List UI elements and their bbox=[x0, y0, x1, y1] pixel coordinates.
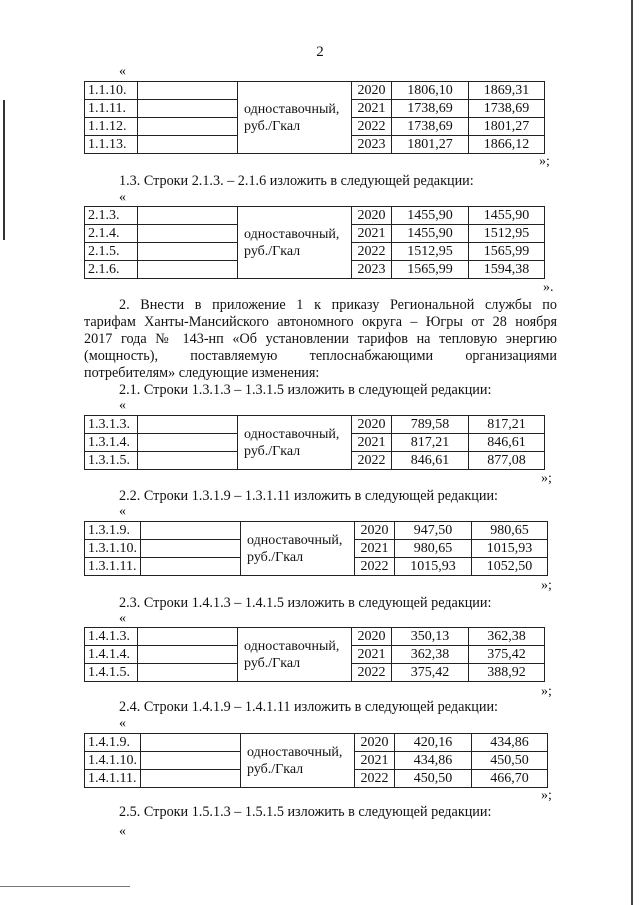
open-quote: « bbox=[119, 64, 126, 79]
tariff-h1-cell: 846,61 bbox=[392, 452, 469, 470]
row-code-cell: 1.3.1.4. bbox=[85, 434, 138, 452]
year-cell: 2022 bbox=[352, 118, 392, 136]
row-code-cell: 2.1.5. bbox=[85, 243, 138, 261]
year-cell: 2020 bbox=[355, 734, 395, 752]
page-number: 2 bbox=[316, 44, 324, 60]
paragraph-2-line-4: (мощность), поставляемую теплоснабжающими организациями bbox=[84, 348, 557, 364]
year-cell: 2023 bbox=[352, 261, 392, 279]
year-cell: 2022 bbox=[352, 664, 392, 682]
unit-label-line-2: руб./Гкал bbox=[247, 761, 304, 777]
empty-cell bbox=[138, 243, 238, 261]
row-code-cell: 1.4.1.5. bbox=[85, 664, 138, 682]
close-quote: »; bbox=[541, 684, 552, 699]
unit-cell bbox=[241, 734, 355, 788]
open-quote: « bbox=[119, 824, 126, 839]
tariff-h2-cell: 1052,50 bbox=[472, 558, 548, 576]
row-code-cell: 2.1.3. bbox=[85, 207, 138, 225]
row-code-cell: 1.1.13. bbox=[85, 136, 138, 154]
tariff-h1-cell: 1015,93 bbox=[395, 558, 472, 576]
paragraph-2-1: 2.1. Строки 1.3.1.3 – 1.3.1.5 изложить в следующей редакции: bbox=[119, 382, 492, 398]
tariff-table-4 bbox=[84, 521, 548, 576]
tariff-h2-cell: 1866,12 bbox=[469, 136, 545, 154]
unit-label-line-2: руб./Гкал bbox=[244, 443, 301, 459]
paragraph-2-line-5: потребителям» следующие изменения: bbox=[84, 365, 320, 381]
unit-cell bbox=[238, 628, 352, 682]
tariff-h1-cell: 1806,10 bbox=[392, 82, 469, 100]
year-cell: 2020 bbox=[352, 416, 392, 434]
tariff-h2-cell: 1015,93 bbox=[472, 540, 548, 558]
year-cell: 2020 bbox=[352, 82, 392, 100]
unit-label-line-1: одноставочный, bbox=[244, 638, 340, 654]
unit-cell bbox=[238, 416, 352, 470]
row-code-cell: 1.3.1.3. bbox=[85, 416, 138, 434]
year-cell: 2022 bbox=[355, 558, 395, 576]
row-code-cell: 1.3.1.5. bbox=[85, 452, 138, 470]
open-quote: « bbox=[119, 190, 126, 205]
year-cell: 2021 bbox=[352, 434, 392, 452]
tariff-h1-cell: 1565,99 bbox=[392, 261, 469, 279]
empty-cell bbox=[138, 452, 238, 470]
empty-cell bbox=[138, 628, 238, 646]
year-cell: 2022 bbox=[352, 452, 392, 470]
paragraph-2-3: 2.3. Строки 1.4.1.3 – 1.4.1.5 изложить в следующей редакции: bbox=[119, 595, 492, 611]
year-cell: 2021 bbox=[355, 540, 395, 558]
unit-label-line-1: одноставочный, bbox=[247, 532, 343, 548]
row-code-cell: 2.1.6. bbox=[85, 261, 138, 279]
empty-cell bbox=[138, 82, 238, 100]
row-code-cell: 1.1.12. bbox=[85, 118, 138, 136]
tariff-h2-cell: 846,61 bbox=[469, 434, 545, 452]
table-row bbox=[85, 522, 548, 540]
tariff-h1-cell: 1738,69 bbox=[392, 118, 469, 136]
paragraph-1-3: 1.3. Строки 2.1.3. – 2.1.6 изложить в следующей редакции: bbox=[119, 173, 474, 189]
empty-cell bbox=[138, 225, 238, 243]
row-code-cell: 2.1.4. bbox=[85, 225, 138, 243]
open-quote: « bbox=[119, 504, 126, 519]
close-quote: »; bbox=[541, 788, 552, 803]
unit-label-line-1: одноставочный, bbox=[244, 426, 340, 442]
year-cell: 2020 bbox=[352, 628, 392, 646]
unit-label-line-2: руб./Гкал bbox=[244, 118, 301, 134]
year-cell: 2023 bbox=[352, 136, 392, 154]
tariff-h1-cell: 420,16 bbox=[395, 734, 472, 752]
tariff-h1-cell: 980,65 bbox=[395, 540, 472, 558]
empty-cell bbox=[141, 522, 241, 540]
row-code-cell: 1.4.1.3. bbox=[85, 628, 138, 646]
row-code-cell: 1.4.1.11. bbox=[85, 770, 141, 788]
paragraph-2-line-3: 2017 года № 143-нп «Об установлении тарифов на тепловую энергию bbox=[84, 331, 557, 347]
tariff-h2-cell: 1565,99 bbox=[469, 243, 545, 261]
tariff-h1-cell: 1455,90 bbox=[392, 207, 469, 225]
tariff-h2-cell: 1738,69 bbox=[469, 100, 545, 118]
year-cell: 2021 bbox=[352, 225, 392, 243]
tariff-h1-cell: 817,21 bbox=[392, 434, 469, 452]
close-quote: ». bbox=[543, 280, 554, 295]
tariff-h2-cell: 375,42 bbox=[469, 646, 545, 664]
paragraph-2-5: 2.5. Строки 1.5.1.3 – 1.5.1.5 изложить в следующей редакции: bbox=[119, 804, 492, 820]
year-cell: 2022 bbox=[355, 770, 395, 788]
year-cell: 2021 bbox=[355, 752, 395, 770]
tariff-h2-cell: 434,86 bbox=[472, 734, 548, 752]
table-row bbox=[85, 82, 545, 100]
empty-cell bbox=[138, 416, 238, 434]
close-quote: »; bbox=[539, 154, 550, 169]
tariff-h2-cell: 817,21 bbox=[469, 416, 545, 434]
tariff-table-3 bbox=[84, 415, 545, 470]
unit-label-line-1: одноставочный, bbox=[244, 226, 340, 242]
row-code-cell: 1.4.1.10. bbox=[85, 752, 141, 770]
close-quote: »; bbox=[541, 578, 552, 593]
tariff-h1-cell: 350,13 bbox=[392, 628, 469, 646]
paragraph-2-line-2: тарифам Ханты-Мансийского автономного округа – Югры от 28 ноября bbox=[84, 314, 557, 330]
scan-margin-mark bbox=[3, 100, 5, 240]
tariff-table-6 bbox=[84, 733, 548, 788]
empty-cell bbox=[138, 664, 238, 682]
open-quote: « bbox=[119, 716, 126, 731]
tariff-h2-cell: 388,92 bbox=[469, 664, 545, 682]
table-row bbox=[85, 416, 545, 434]
year-cell: 2022 bbox=[352, 243, 392, 261]
paragraph-2-4: 2.4. Строки 1.4.1.9 – 1.4.1.11 изложить в следующей редакции: bbox=[119, 699, 498, 715]
empty-cell bbox=[138, 646, 238, 664]
tariff-h1-cell: 947,50 bbox=[395, 522, 472, 540]
tariff-h2-cell: 877,08 bbox=[469, 452, 545, 470]
tariff-h1-cell: 1512,95 bbox=[392, 243, 469, 261]
open-quote: « bbox=[119, 611, 126, 626]
tariff-h2-cell: 1455,90 bbox=[469, 207, 545, 225]
paragraph-2-2: 2.2. Строки 1.3.1.9 – 1.3.1.11 изложить в следующей редакции: bbox=[119, 488, 498, 504]
tariff-h2-cell: 1594,38 bbox=[469, 261, 545, 279]
tariff-h1-cell: 434,86 bbox=[395, 752, 472, 770]
scan-edge-line bbox=[631, 0, 633, 905]
tariff-h2-cell: 362,38 bbox=[469, 628, 545, 646]
year-cell: 2020 bbox=[355, 522, 395, 540]
tariff-h2-cell: 1869,31 bbox=[469, 82, 545, 100]
unit-label-line-2: руб./Гкал bbox=[247, 549, 304, 565]
tariff-h2-cell: 980,65 bbox=[472, 522, 548, 540]
tariff-h1-cell: 362,38 bbox=[392, 646, 469, 664]
year-cell: 2021 bbox=[352, 646, 392, 664]
empty-cell bbox=[138, 118, 238, 136]
tariff-table-1 bbox=[84, 81, 545, 154]
unit-cell bbox=[241, 522, 355, 576]
close-quote: »; bbox=[541, 471, 552, 486]
tariff-h1-cell: 1801,27 bbox=[392, 136, 469, 154]
empty-cell bbox=[141, 752, 241, 770]
year-cell: 2021 bbox=[352, 100, 392, 118]
empty-cell bbox=[141, 770, 241, 788]
empty-cell bbox=[138, 136, 238, 154]
row-code-cell: 1.1.11. bbox=[85, 100, 138, 118]
paragraph-2-line-1: 2. Внести в приложение 1 к приказу Региональной службы по bbox=[119, 297, 557, 313]
unit-cell bbox=[238, 207, 352, 279]
row-code-cell: 1.1.10. bbox=[85, 82, 138, 100]
table-row bbox=[85, 628, 545, 646]
tariff-h2-cell: 466,70 bbox=[472, 770, 548, 788]
row-code-cell: 1.4.1.9. bbox=[85, 734, 141, 752]
tariff-h2-cell: 1801,27 bbox=[469, 118, 545, 136]
empty-cell bbox=[141, 734, 241, 752]
unit-cell bbox=[238, 82, 352, 154]
empty-cell bbox=[141, 558, 241, 576]
tariff-h1-cell: 1738,69 bbox=[392, 100, 469, 118]
unit-label-line-2: руб./Гкал bbox=[244, 243, 301, 259]
table-row bbox=[85, 734, 548, 752]
year-cell: 2020 bbox=[352, 207, 392, 225]
tariff-h1-cell: 789,58 bbox=[392, 416, 469, 434]
tariff-h1-cell: 1455,90 bbox=[392, 225, 469, 243]
empty-cell bbox=[138, 261, 238, 279]
unit-label-line-1: одноставочный, bbox=[247, 744, 343, 760]
tariff-table-2 bbox=[84, 206, 545, 279]
tariff-h1-cell: 375,42 bbox=[392, 664, 469, 682]
row-code-cell: 1.3.1.11. bbox=[85, 558, 141, 576]
table-row bbox=[85, 207, 545, 225]
row-code-cell: 1.3.1.10. bbox=[85, 540, 141, 558]
open-quote: « bbox=[119, 398, 126, 413]
empty-cell bbox=[138, 100, 238, 118]
tariff-table-5 bbox=[84, 627, 545, 682]
row-code-cell: 1.3.1.9. bbox=[85, 522, 141, 540]
unit-label-line-2: руб./Гкал bbox=[244, 655, 301, 671]
empty-cell bbox=[138, 207, 238, 225]
empty-cell bbox=[138, 434, 238, 452]
tariff-h1-cell: 450,50 bbox=[395, 770, 472, 788]
tariff-h2-cell: 450,50 bbox=[472, 752, 548, 770]
unit-label-line-1: одноставочный, bbox=[244, 101, 340, 117]
row-code-cell: 1.4.1.4. bbox=[85, 646, 138, 664]
empty-cell bbox=[141, 540, 241, 558]
scan-footer-line bbox=[0, 886, 130, 887]
tariff-h2-cell: 1512,95 bbox=[469, 225, 545, 243]
